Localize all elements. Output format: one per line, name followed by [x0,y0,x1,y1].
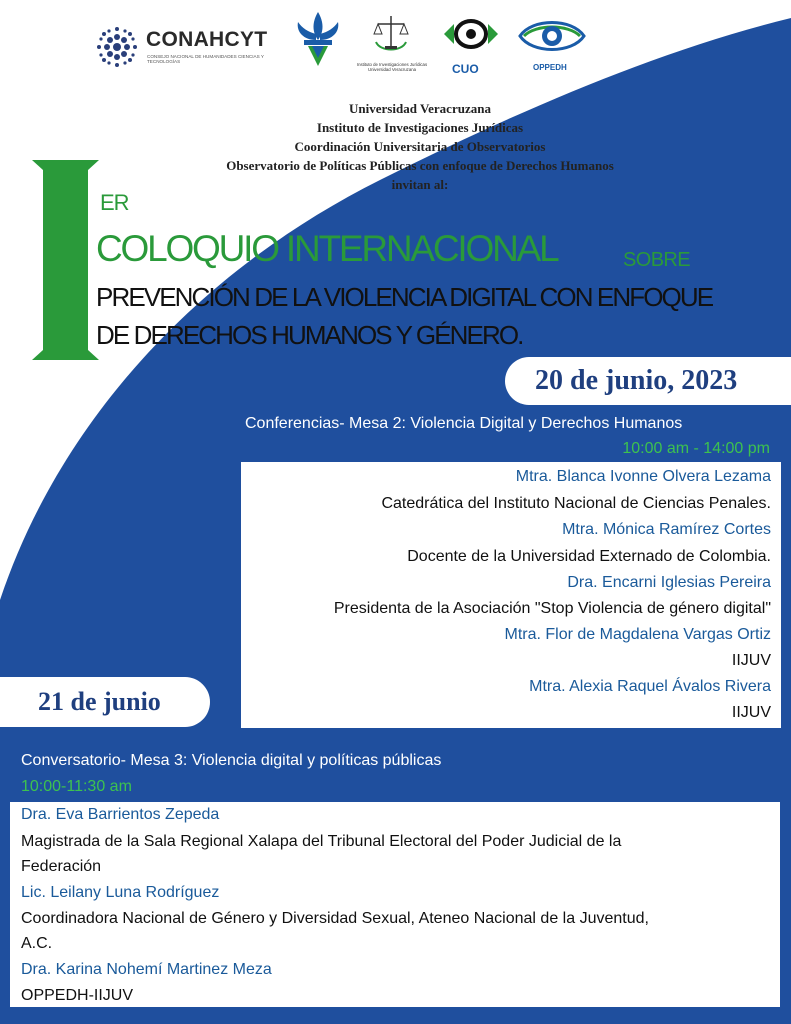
institution-line: Coordinación Universitaria de Observatorios [294,139,546,154]
conahcyt-wordmark: CONAHCYT [146,28,268,51]
roman-numeral-one-icon [32,160,99,360]
iij-uv-caption: Instituto de Investigaciones Jurídicas Universidad Veracruzana [356,62,428,72]
conahcyt-logo-icon [96,26,138,68]
day1-date-badge: 20 de junio, 2023 [505,357,791,405]
speaker-name: Dra. Encarni Iglesias Pereira [567,574,771,591]
oppedh-wordmark: OPPEDH [533,63,567,72]
logo-bar [0,10,791,80]
day2-speakers-panel [10,802,780,1007]
speaker-role: Presidenta de la Asociación "Stop Violencia de género digital" [333,600,771,617]
ordinal-suffix: ER [100,190,129,215]
speaker-role-continued: A.C. [21,935,53,952]
speaker-name: Mtra. Blanca Ivonne Olvera Lezama [515,468,771,485]
cuo-eye-icon [440,14,502,60]
speaker-role: Magistrada de la Sala Regional Xalapa del Tribunal Electoral del Poder Judicial de la [21,833,622,850]
day2-session-time: 10:00-11:30 am [21,778,132,795]
uv-flor-de-lis-icon [292,10,344,70]
speaker-role: IIJUV [731,652,771,669]
event-title: COLOQUIO INTERNACIONAL [96,228,558,269]
speaker-role: OPPEDH-IIJUV [21,987,134,1004]
speaker-role: Coordinadora Nacional de Género y Diversidad Sexual, Ateneo Nacional de la Juventud, [21,910,649,927]
event-subtitle-line1: PREVENCIÓN DE LA VIOLENCIA DIGITAL CON ENFOQUE [96,282,713,312]
speaker-role: Docente de la Universidad Externado de Colombia. [407,548,771,565]
speaker-role: Catedrática del Instituto Nacional de Ciencias Penales. [381,495,771,512]
speaker-name: Dra. Eva Barrientos Zepeda [21,806,220,823]
speaker-role-continued: Federación [21,858,102,875]
institution-line: Observatorio de Políticas Públicas con enfoque de Derechos Humanos [226,158,614,173]
day1-session-time: 10:00 am - 14:00 pm [622,440,770,457]
speaker-role: IIJUV [731,704,771,721]
institution-line: Instituto de Investigaciones Jurídicas [316,120,524,135]
conahcyt-subtitle: CONSEJO NACIONAL DE HUMANIDADES CIENCIAS Y TECNOLOGÍAS [147,54,264,64]
day1-session-heading: Conferencias- Mesa 2: Violencia Digital y Derechos Humanos [245,415,683,432]
event-title-connector: SOBRE [623,249,691,271]
event-subtitle-line2: DE DERECHOS HUMANOS Y GÉNERO. [96,320,523,350]
day2-date-badge: 21 de junio [0,677,210,727]
institution-line: Universidad Veracruzana [349,101,491,116]
day2-session-heading: Conversatorio- Mesa 3: Violencia digital y políticas públicas [21,752,442,769]
speaker-name: Lic. Leilany Luna Rodríguez [21,884,220,901]
speaker-name: Dra. Karina Nohemí Martinez Meza [21,961,272,978]
justice-scale-icon [370,12,412,54]
oppedh-eye-icon [516,12,588,62]
day1-speakers-panel [241,462,781,728]
speaker-name: Mtra. Flor de Magdalena Vargas Ortiz [504,626,771,643]
speaker-name: Mtra. Alexia Raquel Ávalos Rivera [529,678,771,695]
speaker-name: Mtra. Mónica Ramírez Cortes [562,521,771,538]
invitation-line: invitan al: [391,177,449,192]
cuo-wordmark: CUO [452,62,479,76]
